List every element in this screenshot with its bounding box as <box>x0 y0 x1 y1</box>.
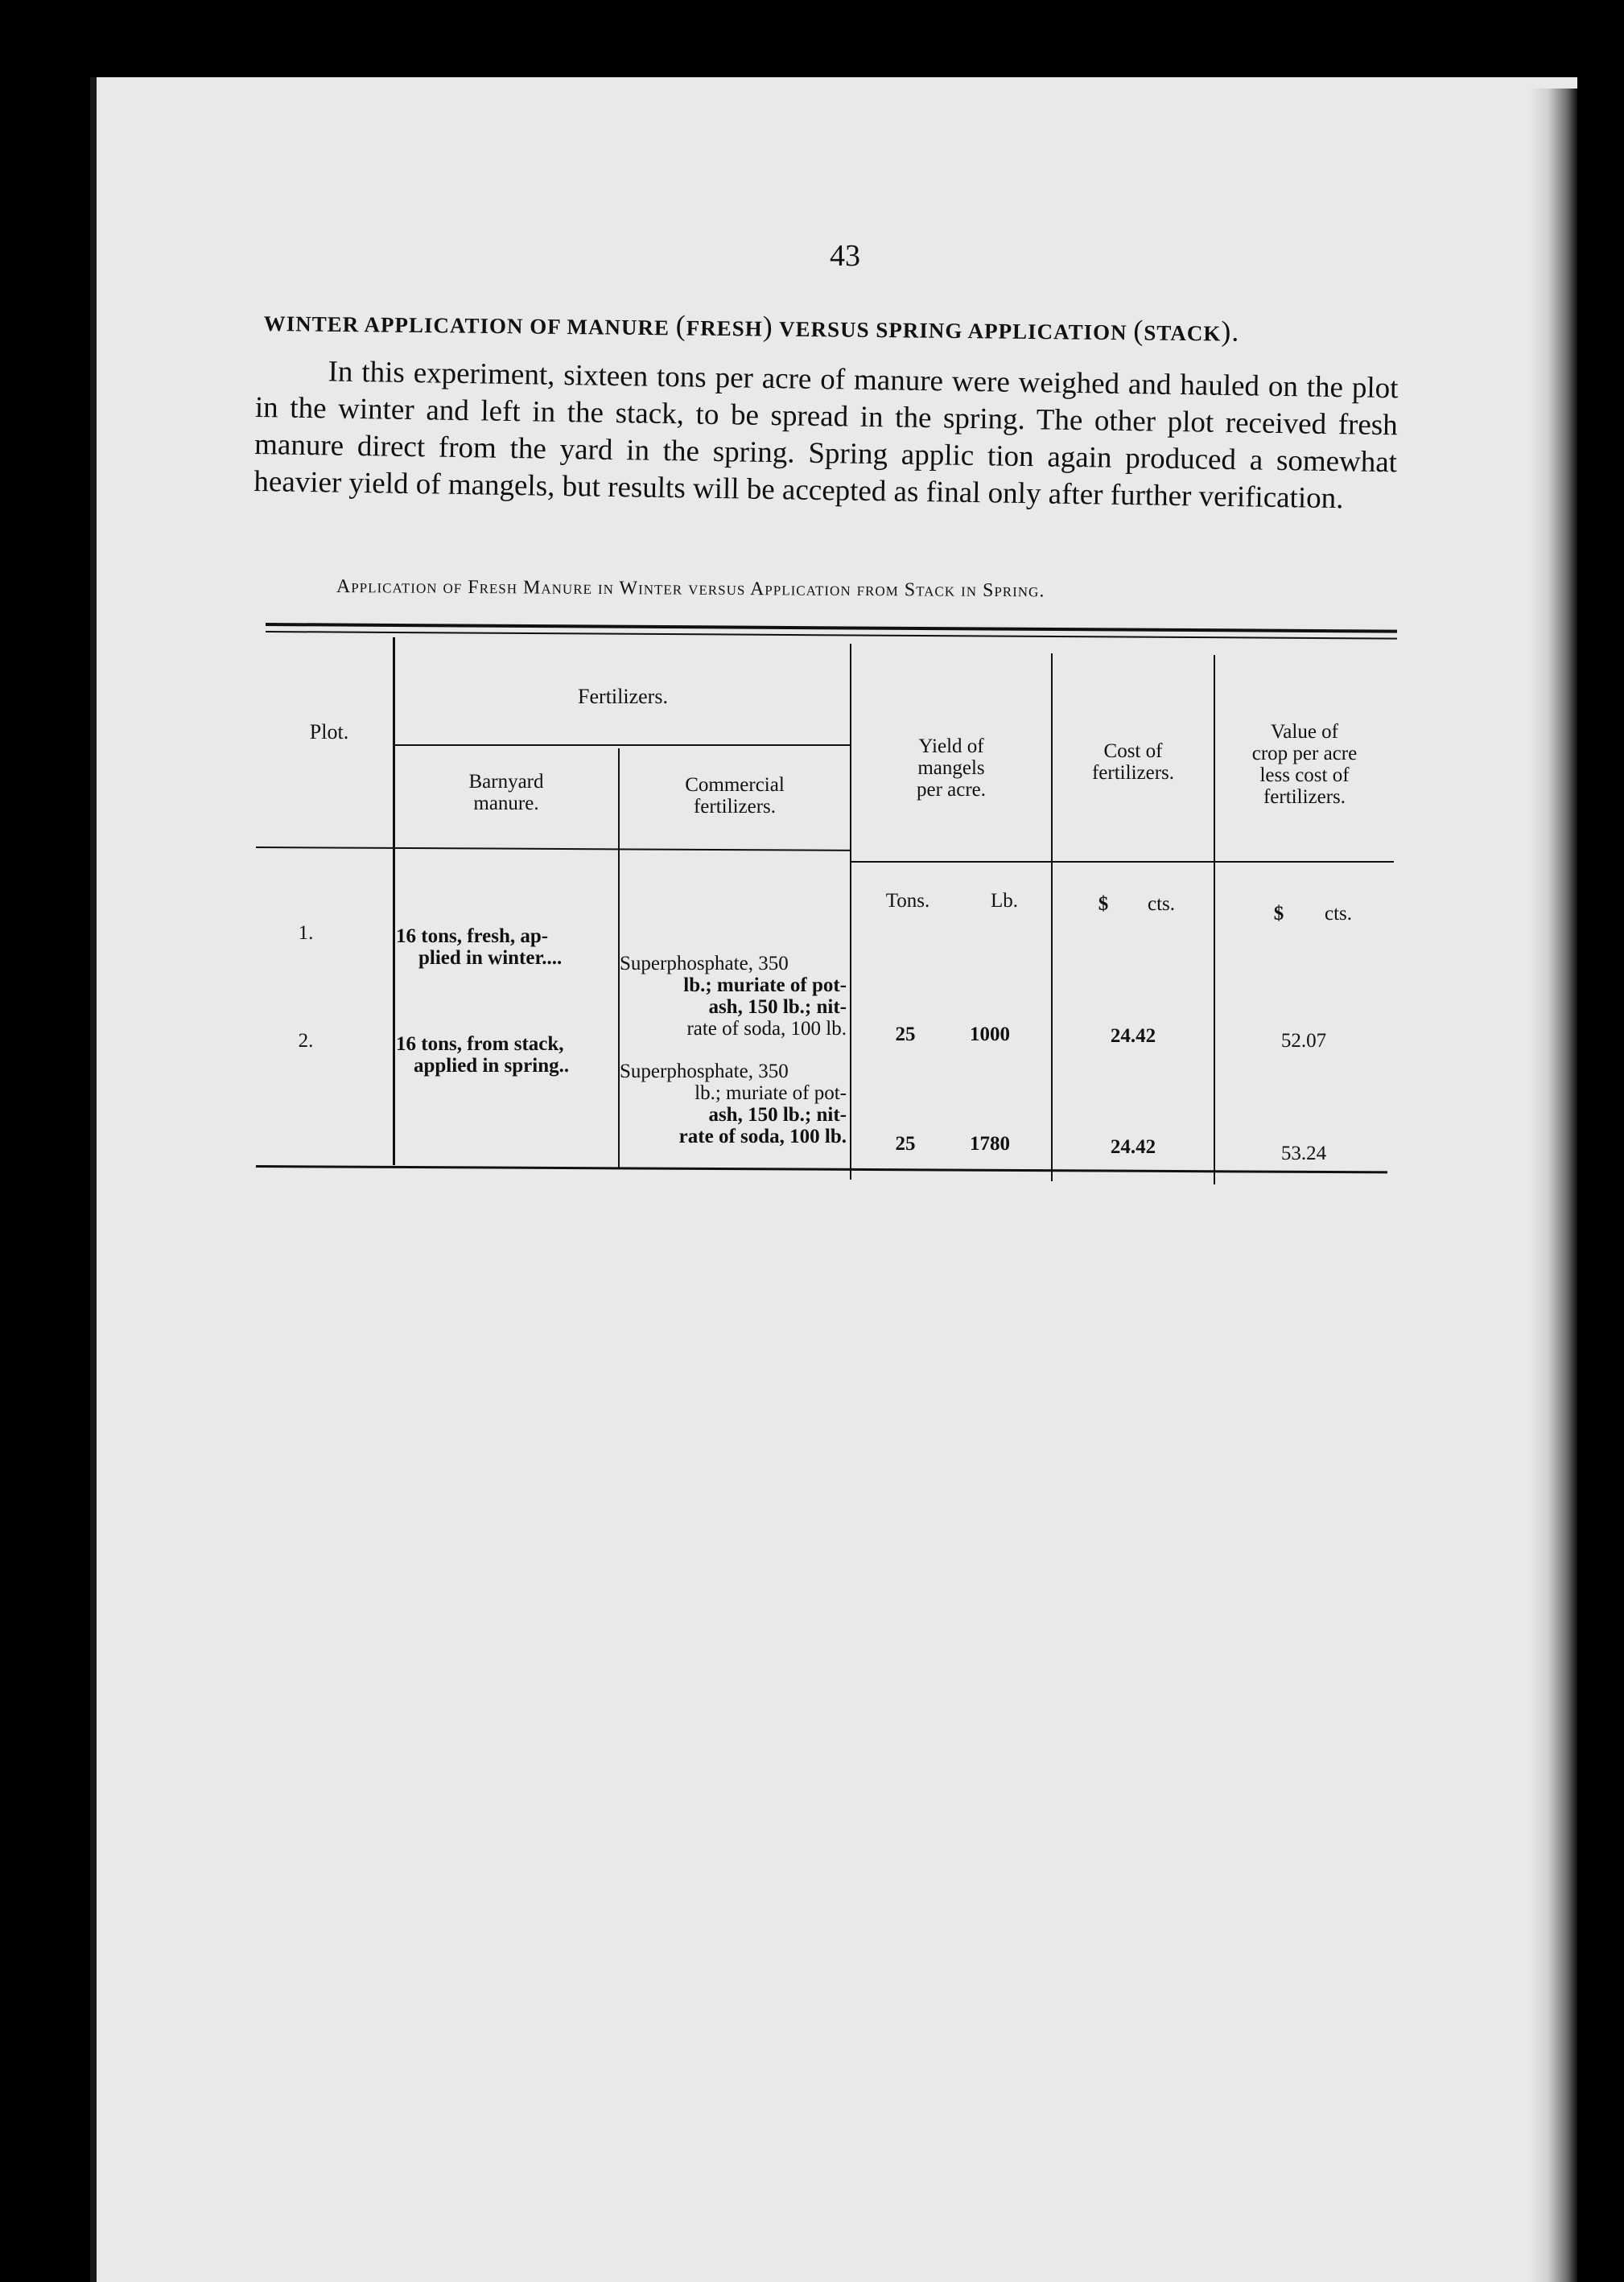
header-barnyard-line: Barnyard <box>468 771 544 793</box>
header-yield <box>851 735 1051 801</box>
unit-value-cts: cts. <box>1324 903 1353 925</box>
scan-border-top <box>0 0 1624 77</box>
header-value-line: less cost of <box>1259 764 1350 786</box>
body-paragraph <box>253 352 1399 518</box>
row-2-commercial <box>620 1061 847 1147</box>
unit-value-dollar: $ <box>1273 903 1284 925</box>
row-2-barnyard-line: applied in spring.. <box>414 1055 570 1077</box>
column-divider <box>850 644 851 1180</box>
heading-stack: STACK <box>1144 320 1222 346</box>
row-2-commercial-line: lb.; muriate of pot- <box>695 1082 847 1104</box>
table-caption: Application of Fresh Manure in Winter versus Application from Stack in Spring. <box>336 576 1045 602</box>
row-1-commercial <box>620 953 847 1040</box>
header-bottom-rule-right <box>851 861 1394 863</box>
header-value-line: crop per acre <box>1251 743 1358 764</box>
paragraph-text: In this experiment, sixteen tons per acre of manure were weighed and hauled on the plot in the winter and left in the stack, to be spread in the spring. The other plot received fresh manure direct from the yard in the spring. Spring applic tion again produced a somewhat heavier yield of mangels, but results will be accepted as final only after further verification. <box>253 355 1399 516</box>
row-2-commercial-line: Superphosphate, 350 <box>620 1061 789 1082</box>
row-2-plot: 2. <box>298 1030 314 1052</box>
row-2-commercial-line: rate of soda, 100 lb. <box>678 1126 847 1147</box>
row-1-value: 52.07 <box>1280 1030 1327 1052</box>
header-barnyard <box>394 771 618 814</box>
unit-tons: Tons. <box>885 890 930 912</box>
row-2-cost: 24.42 <box>1110 1136 1156 1158</box>
row-1-barnyard-line: 16 tons, fresh, ap- <box>396 925 549 947</box>
header-commercial-line: Commercial <box>685 774 785 796</box>
header-cost-line: Cost of <box>1103 740 1163 762</box>
header-commercial <box>620 774 850 818</box>
page-number: 43 <box>830 239 860 273</box>
row-2-barnyard <box>396 1033 618 1077</box>
unit-cost-cts: cts. <box>1147 893 1176 915</box>
scan-border-left <box>0 77 95 2282</box>
heading-lead: WINTER APPLICATION OF MANURE <box>263 311 676 340</box>
header-yield-line: mangels <box>917 757 985 779</box>
header-value-line: Value of <box>1271 721 1338 743</box>
header-yield-line: per acre. <box>916 779 987 801</box>
header-cost <box>1053 740 1214 784</box>
header-yield-line: Yield of <box>918 735 984 757</box>
column-divider <box>393 637 395 1165</box>
header-barnyard-line: manure. <box>473 793 539 814</box>
heading-paren: ). <box>1221 315 1240 348</box>
header-cost-line: fertilizers. <box>1091 762 1175 784</box>
row-1-commercial-line: lb.; muriate of pot- <box>683 974 847 996</box>
row-1-barnyard <box>396 925 618 969</box>
header-value-line: fertilizers. <box>1263 786 1346 808</box>
row-1-cost: 24.42 <box>1110 1025 1156 1047</box>
header-fertilizers: Fertilizers. <box>578 685 668 708</box>
row-1-commercial-line: rate of soda, 100 lb. <box>686 1018 847 1040</box>
header-value <box>1215 721 1394 808</box>
column-divider <box>1051 653 1053 1181</box>
unit-lb: Lb. <box>990 890 1019 912</box>
heading-mid: VERSUS SPRING APPLICATION <box>773 316 1134 345</box>
row-2-yield-lb: 1780 <box>970 1133 1010 1155</box>
heading-paren: ) <box>762 310 774 343</box>
row-1-yield-lb: 1000 <box>970 1024 1010 1045</box>
scan-border-right <box>1577 77 1624 2282</box>
heading-fresh: FRESH <box>686 315 763 341</box>
row-2-barnyard-line: 16 tons, from stack, <box>396 1033 564 1055</box>
heading-paren: ( <box>1133 314 1144 347</box>
unit-cost-dollar: $ <box>1098 893 1109 915</box>
page-edge-right <box>1529 89 1577 2282</box>
row-1-barnyard-line: plied in winter.... <box>418 947 563 969</box>
header-commercial-line: fertilizers. <box>693 796 777 818</box>
row-1-plot: 1. <box>298 922 314 944</box>
header-plot: Plot. <box>309 720 349 744</box>
row-1-commercial-line: Superphosphate, 350 <box>620 953 789 974</box>
page-edge-left <box>90 77 97 2282</box>
row-1-commercial-line: ash, 150 lb.; nit- <box>708 996 847 1018</box>
heading-paren: ( <box>675 309 686 342</box>
header-fert-rule <box>394 744 851 746</box>
row-2-commercial-line: ash, 150 lb.; nit- <box>708 1104 847 1126</box>
row-2-value: 53.24 <box>1280 1143 1327 1164</box>
row-1-yield-tons: 25 <box>895 1024 916 1045</box>
row-2-yield-tons: 25 <box>895 1133 916 1155</box>
